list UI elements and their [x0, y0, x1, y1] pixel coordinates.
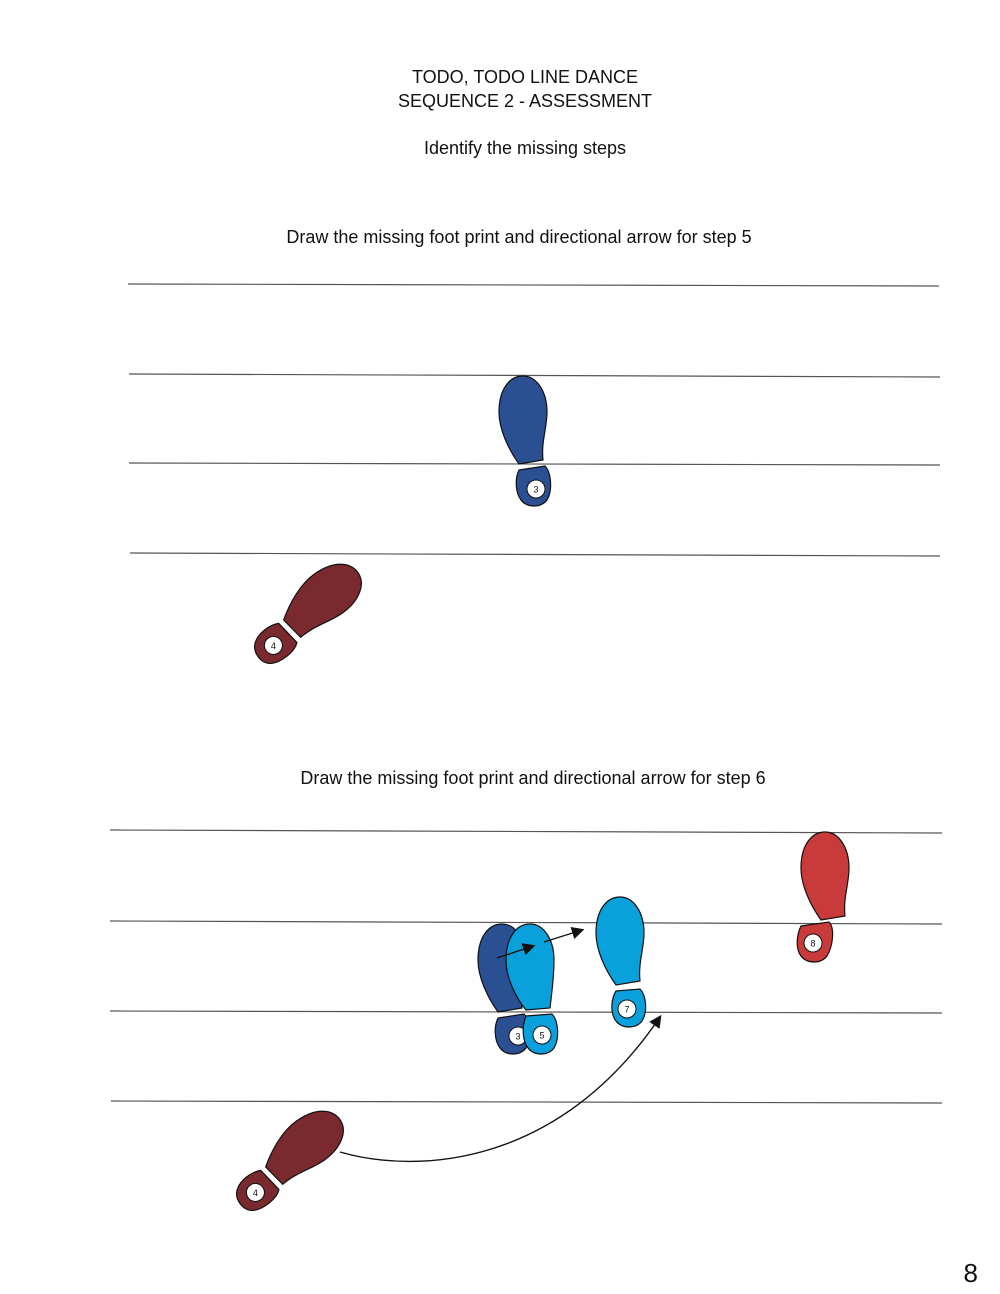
step-number-8: 8	[810, 938, 816, 949]
grid-line	[129, 374, 940, 377]
worksheet-subtitle: SEQUENCE 2 - ASSESSMENT	[397, 91, 653, 111]
direction-arrow-short-2	[544, 930, 582, 942]
grid-line	[129, 463, 940, 465]
question-2-prompt: Draw the missing foot print and directional arrow for step 6	[300, 768, 766, 788]
grid-line	[128, 284, 939, 286]
footprint-sole	[272, 553, 372, 643]
footprint-step-8	[797, 832, 849, 962]
instruction-text: Identify the missing steps	[423, 138, 627, 158]
footprint-step-3	[499, 376, 551, 506]
grid-line	[110, 830, 942, 833]
footprint-step-4	[220, 1100, 356, 1217]
step-number-3: 3	[515, 1031, 521, 1042]
step-number-4: 4	[252, 1187, 258, 1198]
step-number-5: 5	[539, 1030, 545, 1041]
step-number-4: 4	[270, 640, 276, 651]
footprint-step-4	[238, 553, 374, 670]
footprint-step-7	[596, 897, 646, 1027]
footprint-sole	[499, 376, 547, 464]
grid-line	[110, 1011, 942, 1013]
footprint-sole	[596, 897, 644, 985]
grid-line	[111, 1101, 942, 1103]
footprint-sole	[254, 1100, 354, 1190]
question-1-prompt: Draw the missing foot print and directional arrow for step 5	[286, 227, 752, 247]
step-number-3: 3	[533, 484, 539, 495]
grid-line	[130, 553, 940, 556]
step-number-7: 7	[624, 1004, 630, 1015]
footprint-sole	[801, 832, 849, 920]
page-number: 8	[963, 1258, 978, 1288]
worksheet-title: TODO, TODO LINE DANCE	[411, 67, 639, 87]
